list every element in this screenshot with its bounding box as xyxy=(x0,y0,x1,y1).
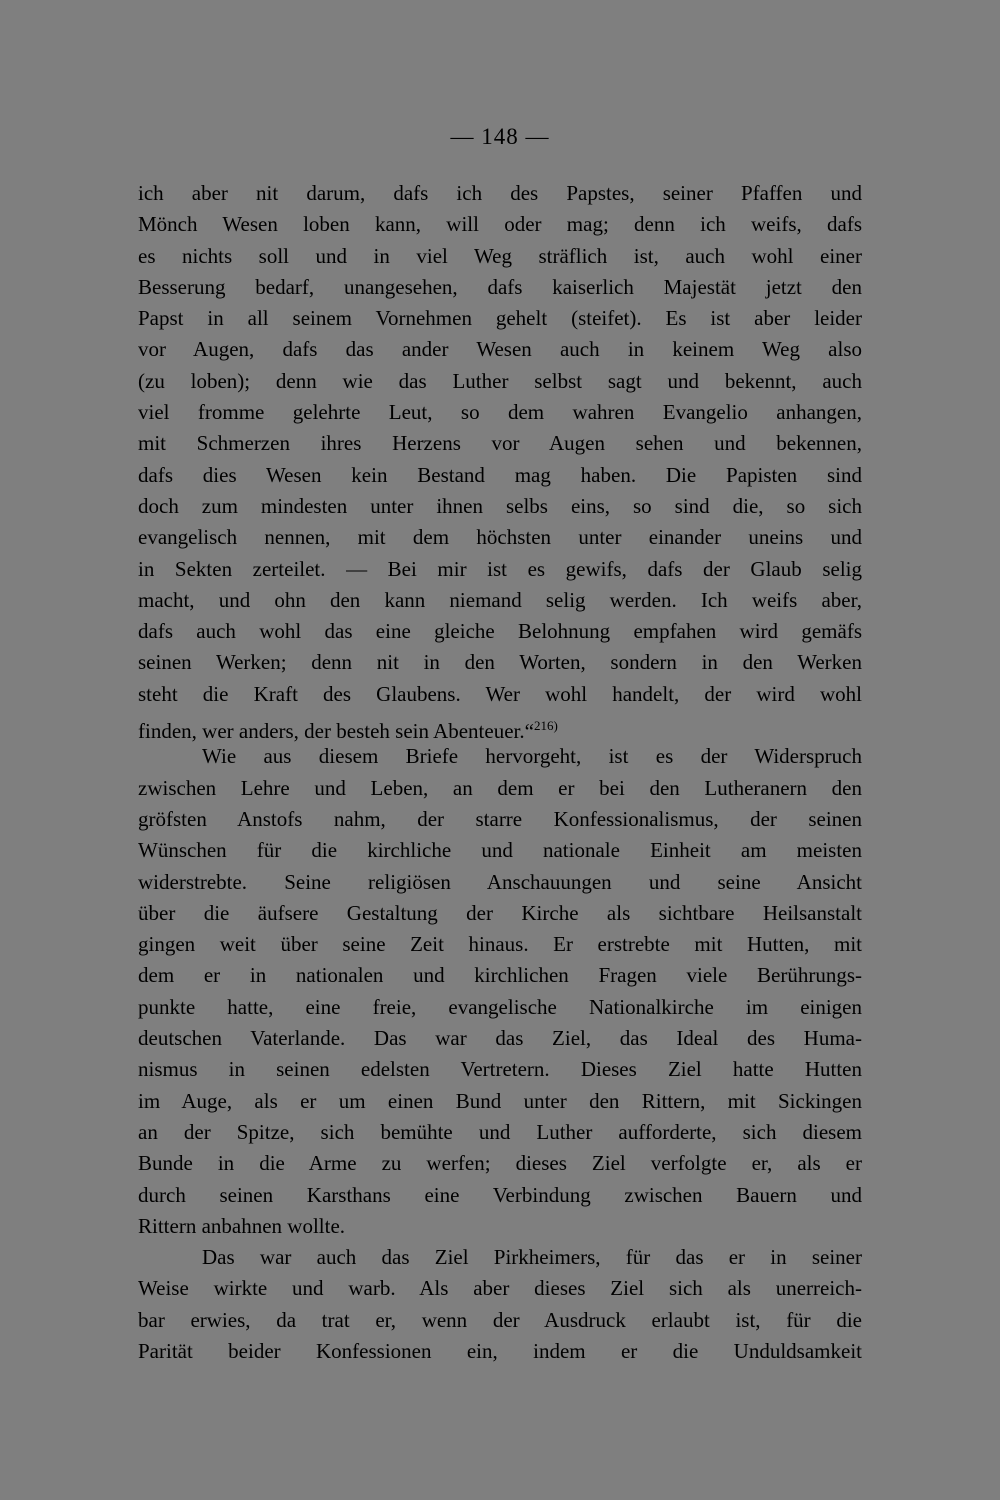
text-line: es nichts soll und in viel Weg sträflich ist, auch wohl einer xyxy=(138,243,862,268)
text-line: vor Augen, dafs das ander Wesen auch in keinem Weg also xyxy=(138,337,862,362)
text-line: dafs auch wohl das eine gleiche Belohnung empfahen wird gemäfs xyxy=(138,619,862,644)
text-line: Wünschen für die kirchliche und nationale Einheit am meisten xyxy=(138,838,862,863)
text-line: durch seinen Karsthans eine Verbindung zwischen Bauern und xyxy=(138,1182,862,1207)
text-line: Wie aus diesem Briefe hervorgeht, ist es der Widerspruch xyxy=(202,744,862,769)
text-line: doch zum mindesten unter ihnen selbs eins, so sind die, so sich xyxy=(138,493,862,518)
body-text xyxy=(138,178,862,1367)
text-line: evangelisch nennen, mit dem höchsten unter einander uneins und xyxy=(138,525,862,550)
footnote-reference: 216) xyxy=(533,718,558,734)
text-line: Besserung bedarf, unangesehen, dafs kaiserlich Majestät jetzt den xyxy=(138,274,862,299)
text-line: nismus in seinen edelsten Vertretern. Dieses Ziel hatte Hutten xyxy=(138,1057,862,1082)
text-line: zwischen Lehre und Leben, an dem er bei den Lutheranern den xyxy=(138,775,862,800)
text-line: (zu loben); denn wie das Luther selbst sagt und bekennt, auch xyxy=(138,368,862,393)
paragraph-3 xyxy=(138,1242,862,1367)
text-line: viel fromme gelehrte Leut, so dem wahren Evangelio anhangen, xyxy=(138,400,862,425)
text-line: seinen Werken; denn nit in den Worten, sondern in den Werken xyxy=(138,650,862,675)
text-line: dafs dies Wesen kein Bestand mag haben. Die Papisten sind xyxy=(138,462,862,487)
text-line: gingen weit über seine Zeit hinaus. Er erstrebte mit Hutten, mit xyxy=(138,932,862,957)
text-line: Papst in all seinem Vornehmen gehelt (steifet). Es ist aber leider xyxy=(138,306,862,331)
text-line-content: finden, wer anders, der besteh sein Abenteuer.“ xyxy=(138,719,534,744)
text-line: bar erwies, da trat er, wenn der Ausdruck erlaubt ist, für die xyxy=(138,1307,862,1332)
text-line: über die äufsere Gestaltung der Kirche als sichtbare Heilsanstalt xyxy=(138,900,862,925)
text-line: gröfsten Anstofs nahm, der starre Konfessionalismus, der seinen xyxy=(138,806,862,831)
text-line: Parität beider Konfessionen ein, indem er die Unduldsamkeit xyxy=(138,1338,862,1363)
text-line: im Auge, als er um einen Bund unter den Rittern, mit Sickingen xyxy=(138,1088,862,1113)
text-line: Das war auch das Ziel Pirkheimers, für das er in seiner xyxy=(202,1245,862,1270)
text-line-with-footnote xyxy=(138,710,862,744)
text-line: Rittern anbahnen wollte. xyxy=(138,1213,346,1238)
text-line: deutschen Vaterlande. Das war das Ziel, das Ideal des Huma- xyxy=(138,1026,862,1051)
page-number: — 148 — xyxy=(450,124,550,149)
paragraph-1 xyxy=(138,178,862,744)
text-line: ich aber nit darum, dafs ich des Papstes, seiner Pfaffen und xyxy=(138,181,862,205)
text-line: steht die Kraft des Glaubens. Wer wohl handelt, der wird wohl xyxy=(138,681,862,706)
paragraph-2 xyxy=(138,741,862,1242)
text-line: punkte hatte, eine freie, evangelische Nationalkirche im einigen xyxy=(138,994,862,1019)
text-line: macht, und ohn den kann niemand selig werden. Ich weifs aber, xyxy=(138,587,862,612)
text-line: widerstrebte. Seine religiösen Anschauungen und seine Ansicht xyxy=(138,869,862,894)
text-line: Mönch Wesen loben kann, will oder mag; denn ich weifs, dafs xyxy=(138,212,862,237)
text-line: Weise wirkte und warb. Als aber dieses Ziel sich als unerreich- xyxy=(138,1276,862,1301)
text-line: an der Spitze, sich bemühte und Luther aufforderte, sich diesem xyxy=(138,1119,862,1144)
text-line: in Sekten zerteilet. — Bei mir ist es gewifs, dafs der Glaub selig xyxy=(138,556,862,581)
text-line: mit Schmerzen ihres Herzens vor Augen sehen und bekennen, xyxy=(138,431,862,456)
text-line: dem er in nationalen und kirchlichen Fragen viele Berührungs- xyxy=(138,963,862,988)
text-line: Bunde in die Arme zu werfen; dieses Ziel verfolgte er, als er xyxy=(138,1151,862,1176)
